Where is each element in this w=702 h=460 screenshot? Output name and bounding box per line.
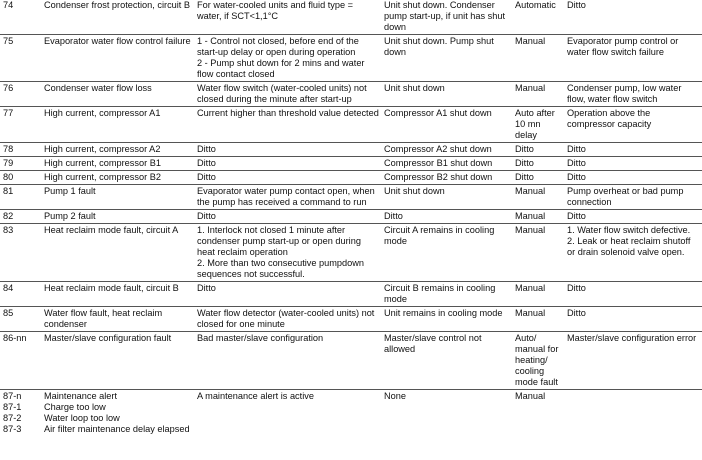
alarm-code-cell [0,157,41,171]
alarm-description-cell [41,224,194,282]
cell-text-line: Unit shut down. Condenser pump start-up, if unit has shut down [384,0,506,32]
cell-text-line: 84 [3,283,14,293]
table-row [0,390,702,437]
alarm-cause-cell [194,390,381,437]
cell-text-line: Unit shut down [384,83,445,93]
cell-text-line: Master/slave configuration fault [44,333,172,343]
alarm-action-cell [381,0,512,35]
cell-text-line: Pump overheat or bad pump connection [567,186,684,207]
alarm-reset-type-cell [512,171,564,185]
cell-text-line: 85 [3,308,14,318]
cell-text-line: Compressor A2 shut down [384,144,492,154]
cell-text-line: Ditto [197,144,216,154]
cell-text-line: Ditto [567,172,586,182]
cell-text-line: High current, compressor A2 [44,144,161,154]
cell-text-line: Evaporator water pump contact open, when the pump has received a command to run [197,186,375,207]
cell-text-line: Evaporator water flow control failure [44,36,191,46]
cell-text-line: Unit remains in cooling mode [384,308,503,318]
alarm-description-cell [41,171,194,185]
alarm-action-cell [381,82,512,107]
alarm-probable-cause-cell [564,107,702,143]
alarm-code-cell [0,0,41,35]
alarm-probable-cause-cell [564,82,702,107]
alarm-code-cell [0,82,41,107]
alarm-probable-cause-cell [564,282,702,307]
alarm-description-cell [41,282,194,307]
cell-text-line: Water flow detector (water-cooled units) not closed for one minute [197,308,375,329]
cell-text-line: Manual [515,83,546,93]
table-row [0,0,702,35]
alarm-cause-cell [194,35,381,82]
alarm-cause-cell [194,282,381,307]
alarm-action-cell [381,332,512,390]
alarm-cause-cell [194,332,381,390]
cell-text-line: A maintenance alert is active [197,391,314,401]
cell-text-line: Master/slave control not allowed [384,333,482,354]
alarm-description-cell [41,157,194,171]
cell-text-line: Maintenance alert [44,391,118,401]
cell-text-line: Automatic [515,0,556,10]
cell-text-line: 81 [3,186,14,196]
alarm-action-cell [381,224,512,282]
cell-text-line: Manual [515,36,546,46]
cell-text-line: Condenser pump, low water flow, water flow switch [567,83,682,104]
table-row [0,143,702,157]
cell-text-line: 2 - Pump shut down for 2 mins and water flow contact closed [197,58,365,79]
cell-text-line: Condenser frost protection, circuit B [44,0,191,10]
cell-text-line: Ditto [197,283,216,293]
alarm-action-cell [381,35,512,82]
cell-text-line: Ditto [197,172,216,182]
alarm-cause-cell [194,210,381,224]
cell-text-line: Ditto [567,308,586,318]
cell-text-line: Ditto [515,144,534,154]
cell-text-line: Charge too low [44,402,106,412]
alarm-probable-cause-cell [564,307,702,332]
table-row [0,282,702,307]
table-row [0,210,702,224]
alarm-reset-type-cell [512,332,564,390]
alarm-description-cell [41,35,194,82]
cell-text-line: Ditto [197,211,216,221]
alarm-reset-type-cell [512,224,564,282]
cell-text-line: Compressor A1 shut down [384,108,492,118]
cell-text-line: Heat reclaim mode fault, circuit B [44,283,179,293]
cell-text-line: Water flow fault, heat reclaim condenser [44,308,163,329]
alarm-reset-type-cell [512,307,564,332]
cell-text-line: Ditto [515,158,534,168]
alarm-probable-cause-cell [564,35,702,82]
cell-text-line: 87-n [3,391,22,401]
alarm-description-cell [41,0,194,35]
cell-text-line: Ditto [567,0,586,10]
cell-text-line: Manual [515,225,546,235]
cell-text-line: Ditto [515,172,534,182]
cell-text-line: High current, compressor B1 [44,158,161,168]
alarm-code-cell [0,210,41,224]
alarm-cause-cell [194,185,381,210]
cell-text-line: Ditto [567,158,586,168]
cell-text-line: Circuit B remains in cooling mode [384,283,496,304]
cell-text-line: 86-nn [3,333,27,343]
alarm-reset-type-cell [512,157,564,171]
alarm-action-cell [381,157,512,171]
cell-text-line: Air filter maintenance delay elapsed [44,424,190,434]
cell-text-line: Unit shut down. Pump shut down [384,36,494,57]
alarm-probable-cause-cell [564,157,702,171]
table-row [0,224,702,282]
alarm-code-cell [0,307,41,332]
cell-text-line: High current, compressor B2 [44,172,161,182]
cell-text-line: Compressor B2 shut down [384,172,493,182]
alarm-reset-type-cell [512,82,564,107]
alarm-probable-cause-cell [564,224,702,282]
cell-text-line: 87-1 [3,402,22,412]
cell-text-line: 79 [3,158,14,168]
cell-text-line: Bad master/slave configuration [197,333,324,343]
alarm-reset-type-cell [512,210,564,224]
alarm-probable-cause-cell [564,171,702,185]
table-row [0,332,702,390]
table-row [0,171,702,185]
alarm-code-cell [0,390,41,437]
table-row [0,157,702,171]
alarm-probable-cause-cell [564,0,702,35]
alarm-code-cell [0,224,41,282]
cell-text-line: Circuit A remains in cooling mode [384,225,495,246]
cell-text-line: 1. Interlock not closed 1 minute after condenser pump start-up or open during heat reclaim operation [197,225,361,257]
alarm-cause-cell [194,307,381,332]
alarm-code-cell [0,185,41,210]
alarm-cause-cell [194,143,381,157]
alarm-description-cell [41,82,194,107]
cell-text-line: Pump 2 fault [44,211,96,221]
cell-text-line: 83 [3,225,14,235]
alarm-reset-type-cell [512,35,564,82]
cell-text-line: Ditto [567,144,586,154]
cell-text-line: Manual [515,391,546,401]
alarm-code-cell [0,171,41,185]
alarm-description-cell [41,332,194,390]
cell-text-line: Operation above the compressor capacity [567,108,652,129]
cell-text-line: Manual [515,283,546,293]
cell-text-line: Water loop too low [44,413,120,423]
alarm-cause-cell [194,0,381,35]
alarm-probable-cause-cell [564,210,702,224]
table-row [0,107,702,143]
table-row [0,82,702,107]
alarm-description-cell [41,210,194,224]
cell-text-line: Manual [515,308,546,318]
alarm-reset-type-cell [512,107,564,143]
cell-text-line: 1 - Control not closed, before end of the start-up delay or open during operation [197,36,359,57]
cell-text-line: For water-cooled units and fluid type = water, if SCT<1,1°C [197,0,354,21]
cell-text-line: High current, compressor A1 [44,108,161,118]
alarm-cause-cell [194,82,381,107]
cell-text-line: Manual [515,186,546,196]
alarm-action-cell [381,307,512,332]
cell-text-line: None [384,391,406,401]
alarm-cause-cell [194,107,381,143]
alarm-description-cell [41,307,194,332]
alarm-reset-type-cell [512,0,564,35]
alarm-action-cell [381,210,512,224]
cell-text-line: 77 [3,108,14,118]
cell-text-line: Pump 1 fault [44,186,96,196]
alarm-description-cell [41,390,194,437]
alarm-reset-type-cell [512,282,564,307]
cell-text-line: 87-3 [3,424,22,434]
alarm-probable-cause-cell [564,185,702,210]
cell-text-line: Auto/ manual for heating/ cooling mode fault [515,333,559,387]
alarm-description-cell [41,107,194,143]
alarm-reset-type-cell [512,143,564,157]
alarm-description-cell [41,143,194,157]
cell-text-line: 82 [3,211,14,221]
cell-text-line: Condenser water flow loss [44,83,152,93]
alarm-code-cell [0,35,41,82]
cell-text-line: Ditto [384,211,403,221]
alarm-code-cell [0,107,41,143]
cell-text-line: 80 [3,172,14,182]
alarm-cause-cell [194,171,381,185]
cell-text-line: 1. Water flow switch defective. [567,225,691,235]
cell-text-line: Current higher than threshold value detected [197,108,379,118]
table-row [0,185,702,210]
cell-text-line: 2. More than two consecutive pumpdown sequences not successful. [197,258,364,279]
alarm-probable-cause-cell [564,332,702,390]
cell-text-line: Manual [515,211,546,221]
alarm-action-cell [381,107,512,143]
alarm-code-cell [0,282,41,307]
alarm-code-cell [0,143,41,157]
cell-text-line: 75 [3,36,14,46]
alarm-probable-cause-cell [564,390,702,437]
alarm-reset-type-cell [512,185,564,210]
cell-text-line: Ditto [197,158,216,168]
alarm-action-cell [381,171,512,185]
cell-text-line: Auto after 10 mn delay [515,108,555,140]
cell-text-line: Master/slave configuration error [567,333,697,343]
cell-text-line: Evaporator pump control or water flow switch failure [567,36,679,57]
cell-text-line: Unit shut down [384,186,445,196]
alarm-code-cell [0,332,41,390]
alarm-cause-cell [194,224,381,282]
alarm-probable-cause-cell [564,143,702,157]
alarm-description-cell [41,185,194,210]
table-row [0,35,702,82]
alarm-reset-type-cell [512,390,564,437]
cell-text-line: 76 [3,83,14,93]
alarm-action-cell [381,282,512,307]
alarm-action-cell [381,390,512,437]
cell-text-line: Heat reclaim mode fault, circuit A [44,225,179,235]
alarm-cause-cell [194,157,381,171]
cell-text-line: 74 [3,0,14,10]
table-row [0,307,702,332]
cell-text-line: 2. Leak or heat reclaim shutoff or drain solenoid valve open. [567,236,691,257]
alarm-action-cell [381,185,512,210]
cell-text-line: Compressor B1 shut down [384,158,493,168]
cell-text-line: Ditto [567,283,586,293]
cell-text-line: 87-2 [3,413,22,423]
cell-text-line: Ditto [567,211,586,221]
alarm-action-cell [381,143,512,157]
cell-text-line: 78 [3,144,14,154]
cell-text-line: Water flow switch (water-cooled units) not closed during the minute after start-up [197,83,367,104]
